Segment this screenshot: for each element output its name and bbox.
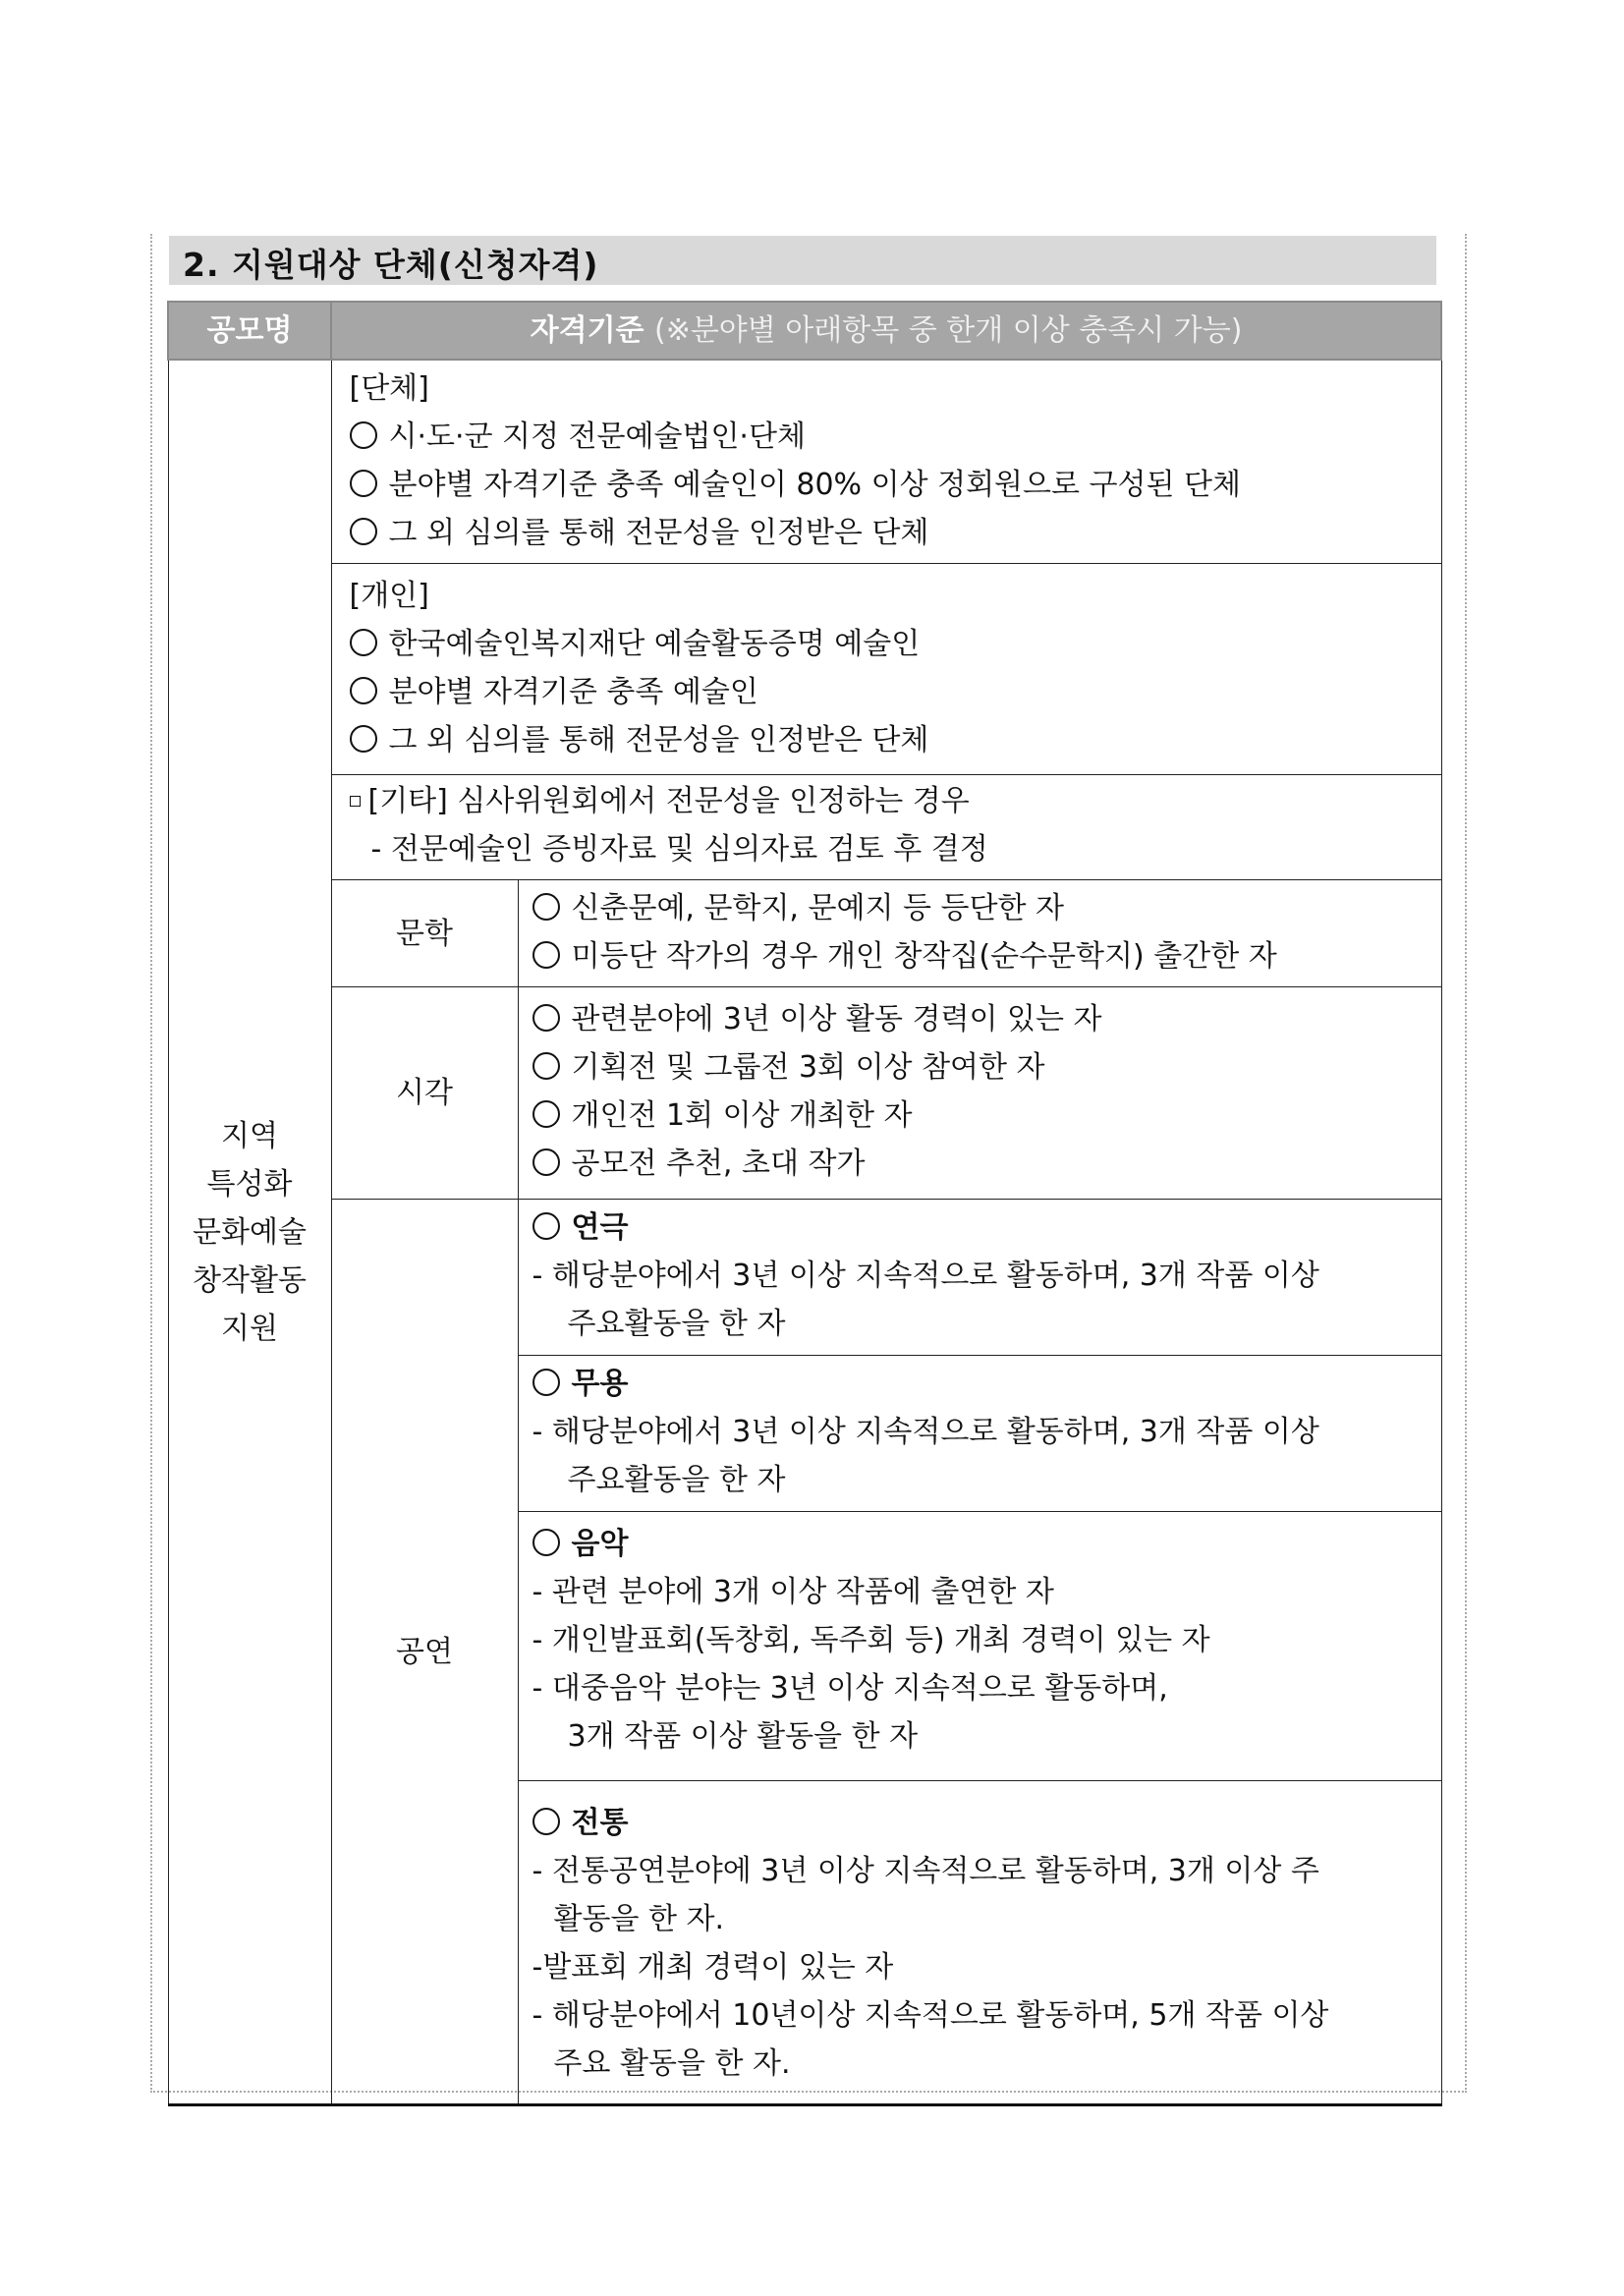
header-criteria: 자격기준 (※분야별 아래항목 중 한개 이상 충족시 가능) — [331, 302, 1441, 360]
eligibility-table — [167, 301, 1442, 2106]
individual-row — [168, 564, 1441, 775]
other-criteria-cell — [331, 775, 1441, 880]
visual-item: 기획전 및 그룹전 3회 이상 참여한 자 — [571, 1050, 1045, 1085]
header-program-name: 공모명 — [168, 302, 331, 360]
visual-item: 관련분야에 3년 이상 활동 경력이 있는 자 — [571, 1002, 1102, 1036]
theater-line: 주요활동을 한 자 — [567, 1307, 786, 1341]
category-label-performance: 공연 — [331, 1200, 518, 2105]
dance-criteria-cell — [518, 1356, 1441, 1512]
group-item: 그 외 심의를 통해 전문성을 인정받은 단체 — [388, 516, 929, 550]
music-line: - 관련 분야에 3개 이상 작품에 출연한 자 — [532, 1575, 1054, 1609]
traditional-line: 주요 활동을 한 자. — [553, 2046, 791, 2081]
group-item: 분야별 자격기준 충족 예술인이 80% 이상 정회원으로 구성된 단체 — [388, 468, 1241, 502]
circle-bullet-icon — [350, 421, 377, 449]
group-criteria-cell — [331, 360, 1441, 564]
dance-line: 주요활동을 한 자 — [567, 1463, 786, 1497]
visual-criteria-cell — [518, 987, 1441, 1200]
music-line: 3개 작품 이상 활동을 한 자 — [567, 1719, 919, 1754]
circle-bullet-icon — [350, 470, 377, 497]
circle-bullet-icon — [532, 1369, 560, 1396]
circle-bullet-icon — [350, 725, 377, 753]
program-name-line: 특성화 — [206, 1166, 293, 1202]
program-name-line: 문화예술 — [193, 1214, 307, 1250]
music-line: - 개인발표회(독창회, 독주회 등) 개최 경력이 있는 자 — [532, 1623, 1210, 1657]
section-title: 2. 지원대상 단체(신청자격) — [183, 246, 599, 284]
dance-line: - 해당분야에서 3년 이상 지속적으로 활동하며, 3개 작품 이상 — [532, 1415, 1319, 1449]
visual-item: 개인전 1회 이상 개최한 자 — [571, 1098, 913, 1133]
traditional-title: 전통 — [571, 1806, 629, 1840]
circle-bullet-icon — [532, 1052, 560, 1080]
other-row — [168, 775, 1441, 880]
group-header: [단체] — [349, 371, 429, 406]
circle-bullet-icon — [532, 1529, 560, 1556]
dance-title: 무용 — [571, 1367, 629, 1401]
theater-row — [168, 1200, 1441, 1356]
theater-criteria-cell — [518, 1200, 1441, 1356]
individual-item: 그 외 심의를 통해 전문성을 인정받은 단체 — [388, 723, 929, 757]
traditional-line: - 전통공연분야에 3년 이상 지속적으로 활동하며, 3개 이상 주 — [532, 1854, 1319, 1888]
literature-item: 신춘문예, 문학지, 문예지 등 등단한 자 — [571, 891, 1064, 925]
circle-bullet-icon — [532, 941, 560, 969]
music-criteria-cell — [518, 1512, 1441, 1781]
section-heading — [169, 236, 1436, 285]
individual-item: 분야별 자격기준 충족 예술인 — [388, 675, 758, 709]
visual-item: 공모전 추천, 초대 작가 — [571, 1147, 866, 1181]
theater-title: 연극 — [571, 1210, 629, 1245]
group-row — [168, 360, 1441, 564]
individual-header: [개인] — [349, 579, 429, 613]
traditional-line: - 해당분야에서 10년이상 지속적으로 활동하며, 5개 작품 이상 — [532, 1998, 1329, 2033]
traditional-line: -발표회 개최 경력이 있는 자 — [532, 1950, 894, 1985]
category-label-literature: 문학 — [331, 880, 518, 987]
music-title: 음악 — [571, 1527, 629, 1561]
circle-bullet-icon — [532, 893, 560, 921]
individual-criteria-cell — [331, 564, 1441, 775]
header-criteria-note: (※분야별 아래항목 중 한개 이상 충족시 가능) — [653, 313, 1243, 348]
category-label-visual: 시각 — [331, 987, 518, 1200]
other-line: - 전문예술인 증빙자료 및 심의자료 검토 후 결정 — [370, 832, 988, 867]
group-item: 시·도·군 지정 전문예술법인·단체 — [388, 420, 806, 454]
program-name-line: 지원 — [221, 1311, 278, 1346]
literature-criteria-cell — [518, 880, 1441, 987]
circle-bullet-icon — [532, 1148, 560, 1176]
circle-bullet-icon — [350, 677, 377, 704]
program-name-cell — [168, 360, 331, 2105]
program-name-line: 창작활동 — [193, 1262, 307, 1298]
literature-row — [168, 880, 1441, 987]
square-bullet-icon — [350, 796, 361, 807]
table-header-row — [168, 302, 1441, 360]
music-line: - 대중음악 분야는 3년 이상 지속적으로 활동하며, — [532, 1671, 1168, 1706]
circle-bullet-icon — [532, 1808, 560, 1835]
traditional-line: 활동을 한 자. — [553, 1902, 725, 1936]
circle-bullet-icon — [532, 1212, 560, 1240]
circle-bullet-icon — [350, 518, 377, 545]
other-line: [기타] 심사위원회에서 전문성을 인정하는 경우 — [367, 784, 970, 818]
individual-item: 한국예술인복지재단 예술활동증명 예술인 — [388, 627, 921, 661]
program-name-line: 지역 — [221, 1118, 278, 1153]
circle-bullet-icon — [532, 1004, 560, 1032]
visual-row — [168, 987, 1441, 1200]
literature-item: 미등단 작가의 경우 개인 창작집(순수문학지) 출간한 자 — [571, 939, 1277, 974]
circle-bullet-icon — [532, 1100, 560, 1128]
circle-bullet-icon — [350, 629, 377, 656]
traditional-criteria-cell — [518, 1781, 1441, 2105]
theater-line: - 해당분야에서 3년 이상 지속적으로 활동하며, 3개 작품 이상 — [532, 1259, 1319, 1293]
